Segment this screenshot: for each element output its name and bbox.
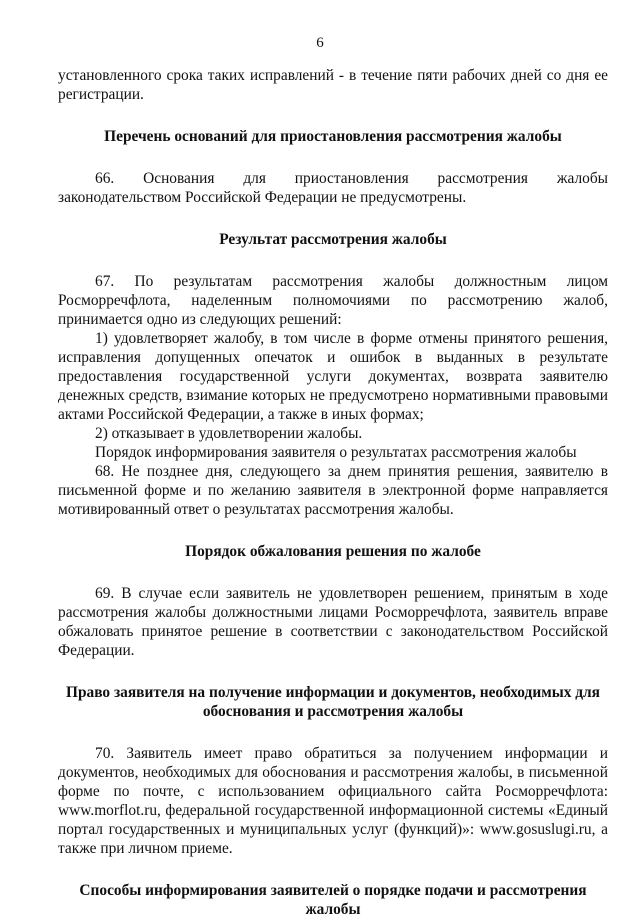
paragraph-67-item-1: 1) удовлетворяет жалобу, в том числе в форме отмены принятого решения, исправления допущенных опечаток и ошибок в выданных в результате предоставления государственной услуги документах, возврата заявителю денежных средств, взимание которых не предусмотрено нормативными правовыми актами Российской Федерации, а также в иных формах; [58,330,608,423]
heading-right-to-information: Право заявителя на получение информации и документов, необходимых для обоснования и рассмотрения жалобы [65,684,601,720]
paragraph-66: 66. Основания для приостановления рассмотрения жалобы законодательством Российской Федерации не предусмотрены. [58,170,608,206]
heading-suspension-grounds: Перечень оснований для приостановления рассмотрения жалобы [104,128,562,145]
heading-complaint-result: Результат рассмотрения жалобы [219,231,447,248]
heading-appeal-procedure: Порядок обжалования решения по жалобе [185,543,481,560]
paragraph-69: 69. В случае если заявитель не удовлетворен решением, принятым в ходе рассмотрения жалобы должностными лицами Росморречфлота, заявитель вправе обжаловать принятое решение в соответствии с законодательством Российской Федерации. [58,585,608,659]
subheading-informing-procedure: Порядок информирования заявителя о результатах рассмотрения жалобы [95,444,577,461]
paragraph-continuation: установленного срока таких исправлений - в течение пяти рабочих дней со дня ее регистрации. [58,67,608,103]
paragraph-67: 67. По результатам рассмотрения жалобы должностным лицом Росморречфлота, наделенным полномочиями по рассмотрению жалоб, принимается одно из следующих решений: [58,273,608,328]
paragraph-70: 70. Заявитель имеет право обратиться за получением информации и документов, необходимых для обоснования и рассмотрения жалобы, в письменной форме по почте, с использованием официального сайта Росморречфлота: www.morflot.ru, федеральной государственной информационной системы «Единый портал государственных и муниципальных услуг (функций)»: www.gosuslugi.ru, а также при личном приеме. [58,745,608,857]
paragraph-67-item-2: 2) отказывает в удовлетворении жалобы. [95,425,363,442]
paragraph-68: 68. Не позднее дня, следующего за днем принятия решения, заявителю в письменной форме и по желанию заявителя в электронной форме направляется мотивированный ответ о результатах рассмотрения жалобы. [58,463,608,518]
document-body [58,66,608,919]
heading-informing-methods: Способы информирования заявителей о порядке подачи и рассмотрения жалобы [79,882,587,918]
page-number: 6 [316,35,324,51]
